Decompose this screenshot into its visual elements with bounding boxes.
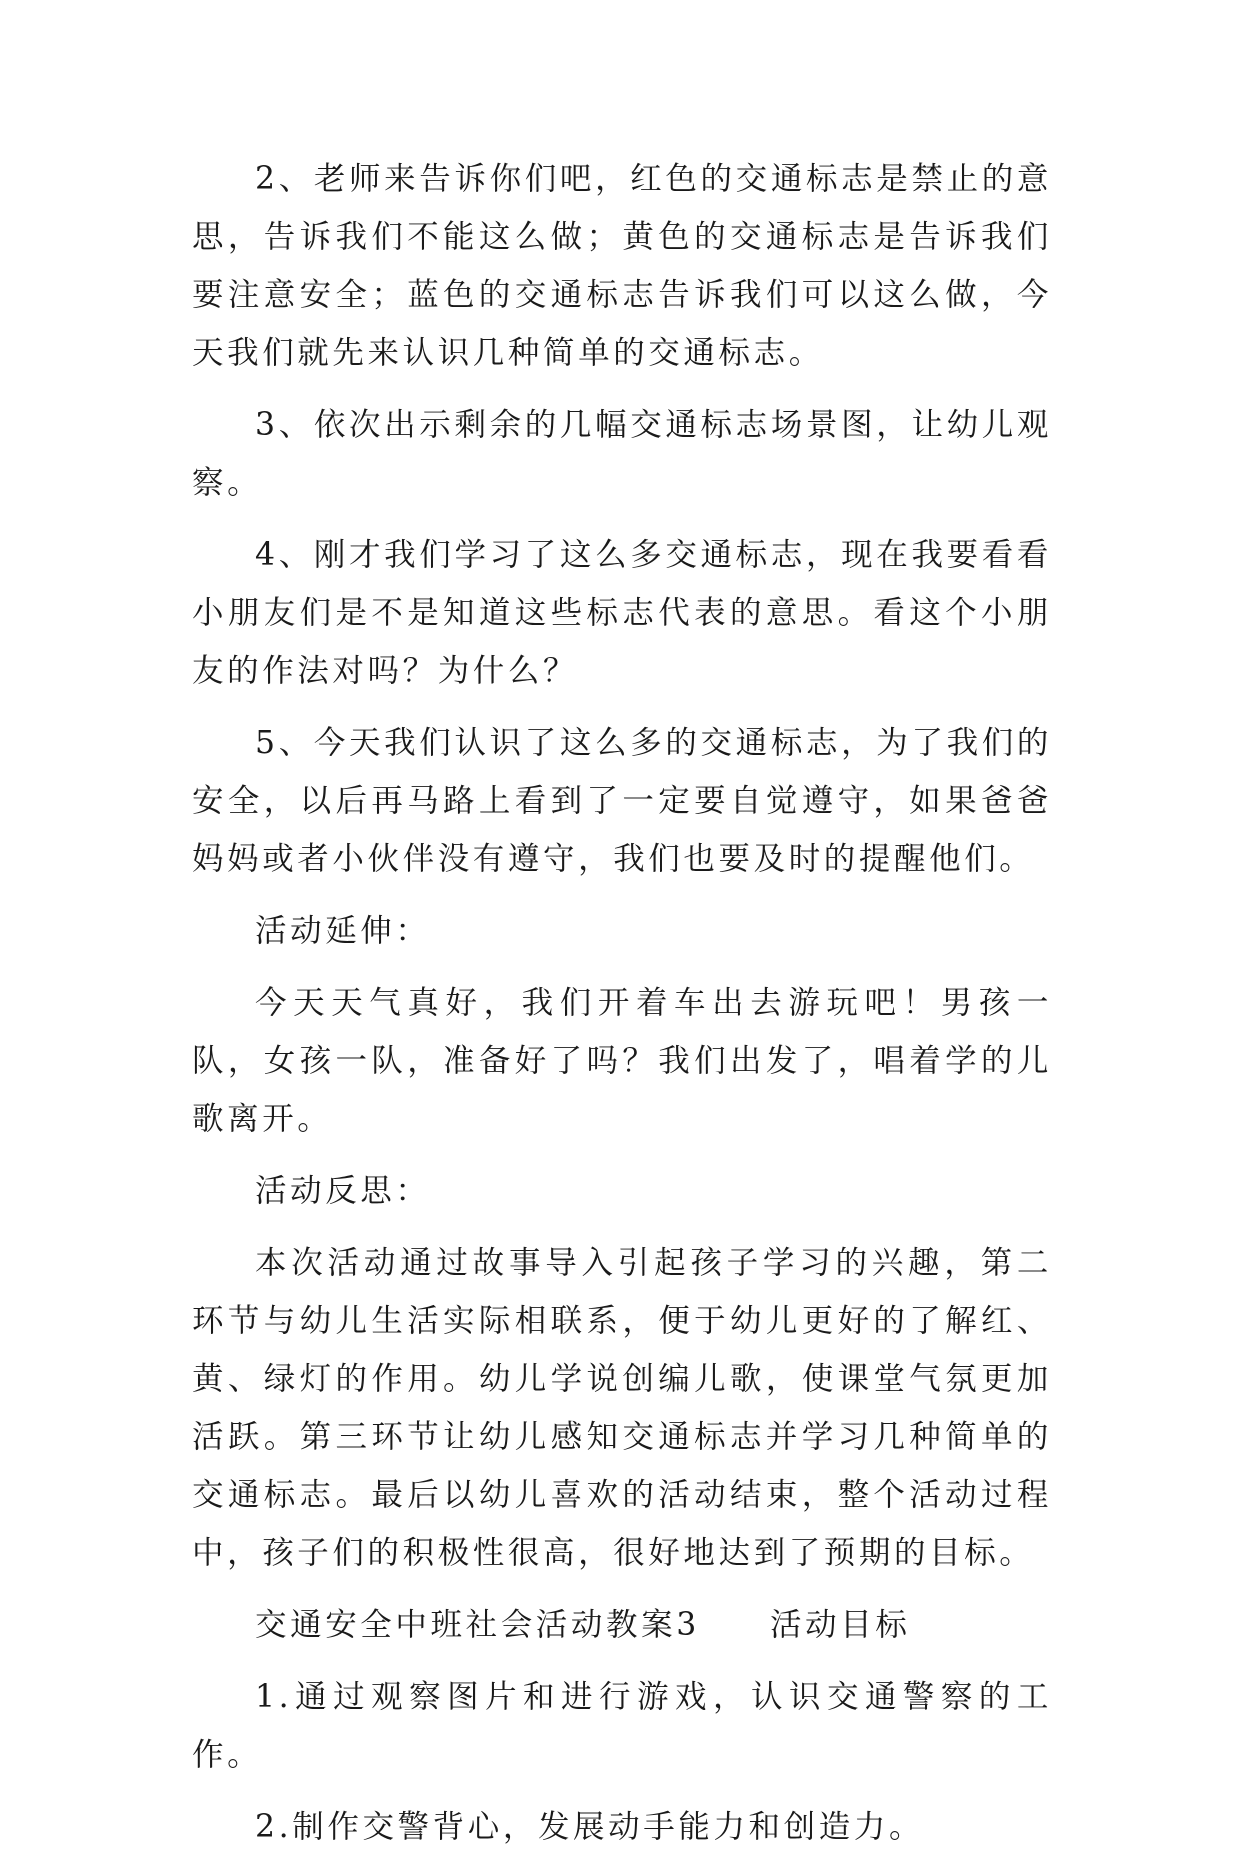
paragraph-step-2: 2、老师来告诉你们吧，红色的交通标志是禁止的意思，告诉我们不能这么做；黄色的交通标志是告诉我们要注意安全；蓝色的交通标志告诉我们可以这么做，今天我们就先来认识几种简单的交通标志。 [192, 161, 1052, 371]
paragraph-step-3: 3、依次出示剩余的几幅交通标志场景图，让幼儿观察。 [192, 407, 1052, 501]
section-heading-reflection: 活动反思： [255, 1173, 431, 1209]
paragraph-step-4: 4、刚才我们学习了这么多交通标志，现在我要看看小朋友们是不是知道这些标志代表的意思。看这个小朋友的作法对吗？为什么？ [192, 537, 1052, 689]
section-heading-extension: 活动延伸： [255, 913, 431, 949]
goal-item-1: 1.通过观察图片和进行游戏，认识交通警察的工作。 [192, 1679, 1052, 1773]
goal-item-2: 2.制作交警背心，发展动手能力和创造力。 [255, 1809, 925, 1845]
paragraph-extension: 今天天气真好，我们开着车出去游玩吧！男孩一队，女孩一队，准备好了吗？我们出发了，唱着学的儿歌离开。 [192, 985, 1052, 1137]
paragraph-reflection: 本次活动通过故事导入引起孩子学习的兴趣，第二环节与幼儿生活实际相联系，便于幼儿更好的了解红、黄、绿灯的作用。幼儿学说创编儿歌，使课堂气氛更加活跃。第三环节让幼儿感知交通标志并学习几种简单的交通标志。最后以幼儿喜欢的活动结束，整个活动过程中，孩子们的积极性很高，很好地达到了预期的目标。 [192, 1245, 1052, 1571]
lesson-plan-title: 交通安全中班社会活动教案3 活动目标 [255, 1607, 911, 1643]
document-page [192, 150, 1052, 1870]
paragraph-step-5: 5、今天我们认识了这么多的交通标志，为了我们的安全，以后再马路上看到了一定要自觉遵守，如果爸爸妈妈或者小伙伴没有遵守，我们也要及时的提醒他们。 [192, 725, 1052, 877]
